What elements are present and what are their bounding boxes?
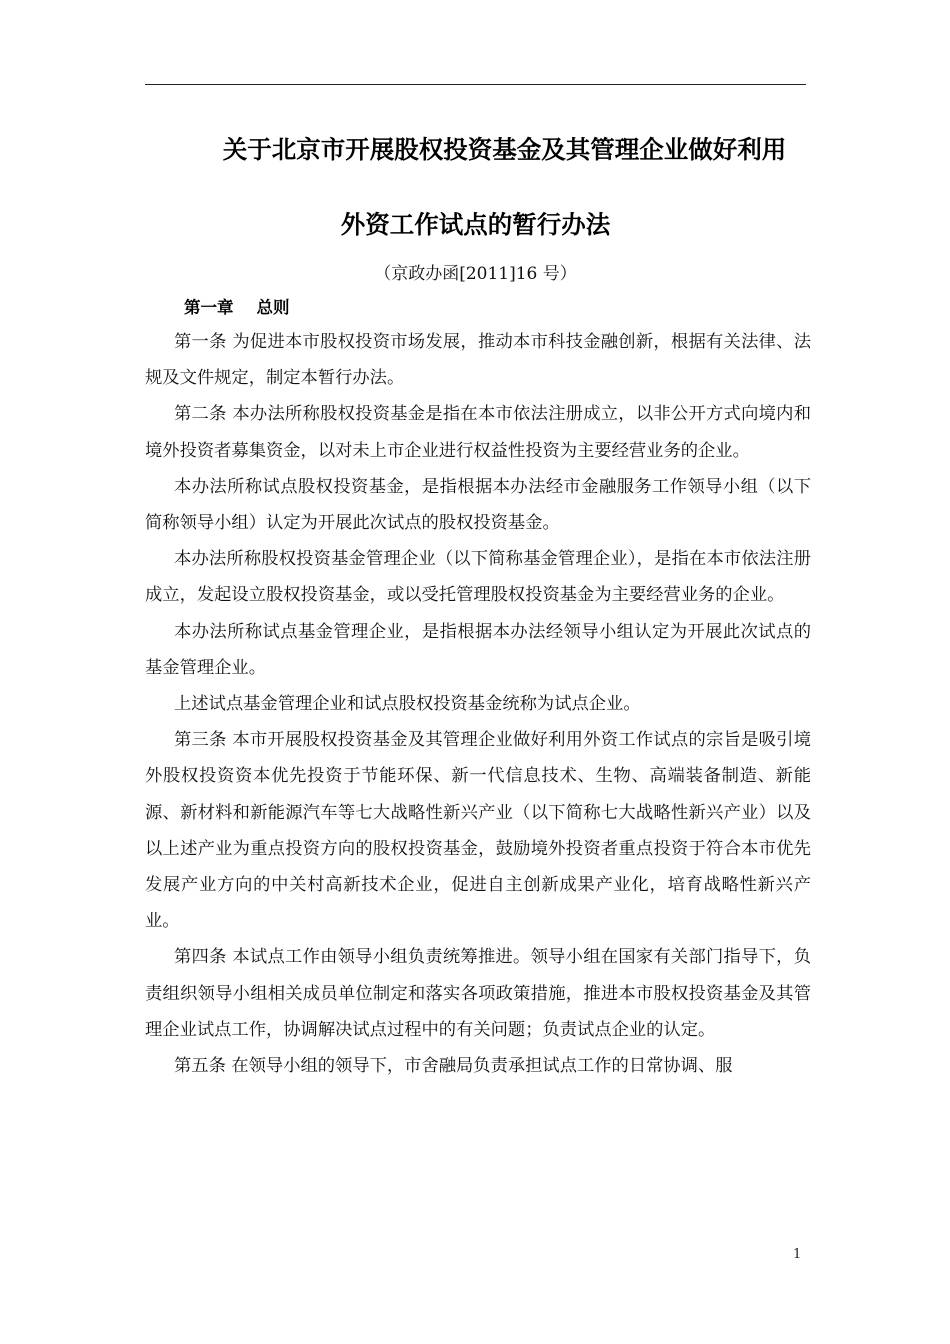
- paragraph: [145, 324, 811, 396]
- paragraph: [145, 614, 811, 686]
- chapter-heading: [184, 296, 289, 320]
- paragraph-text: 本市开展股权投资基金及其管理企业做好利用外资工作试点的宗旨是吸引境外股权投资资本优先投资于节能环保、新一代信息技术、生物、高端装备制造、新能源、新材料和新能源汽车等七大战略性新兴产业（以下简称七大战略性新兴产业）以及以上述产业为重点投资方向的股权投资基金，鼓励境外投资者重点投资于符合本市优先发展产业方向的中关村高新技术企业，促进自主创新成果产业化，培育战略性新兴产业。: [145, 730, 811, 932]
- article-number: 第五条: [174, 1056, 226, 1077]
- paragraph-text: 本办法所称股权投资基金管理企业（以下简称基金管理企业），是指在本市依法注册成立，发起设立股权投资基金，或以受托管理股权投资基金为主要经营业务的企业。: [145, 549, 811, 606]
- paragraph-text: 本办法所称试点基金管理企业，是指根据本办法经领导小组认定为开展此次试点的基金管理企业。: [145, 621, 811, 678]
- paragraph: [145, 686, 811, 722]
- paragraph: [145, 469, 811, 541]
- paragraph-text: 上述试点基金管理企业和试点股权投资基金统称为试点企业。: [174, 694, 641, 715]
- document-number: （京政办函[2011]16 号）: [374, 264, 577, 284]
- page-number: 1: [793, 1247, 802, 1262]
- document-body: [145, 324, 811, 1084]
- paragraph-text: 在领导小组的领导下，市舍融局负责承担试点工作的日常协调、服: [231, 1056, 733, 1077]
- chapter-name: 总则: [256, 298, 290, 317]
- chapter-number: 第一章: [184, 298, 234, 317]
- paragraph-text: 本办法所称试点股权投资基金，是指根据本办法经市金融服务工作领导小组（以下简称领导小组）认定为开展此次试点的股权投资基金。: [145, 476, 811, 534]
- paragraph: [145, 939, 811, 1048]
- paragraph: [145, 1048, 811, 1084]
- article-number: 第二条: [174, 404, 227, 425]
- document-title-line-1: 关于北京市开展股权投资基金及其管理企业做好利用: [222, 135, 787, 164]
- paragraph-text: 本试点工作由领导小组负责统筹推进。领导小组在国家有关部门指导下，负责组织领导小组相关成员单位制定和落实各项政策措施，推进本市股权投资基金及其管理企业试点工作，协调解决试点过程中的有关问题；负责试点企业的认定。: [145, 947, 811, 1040]
- article-number: 第三条: [174, 730, 227, 751]
- paragraph: [145, 541, 811, 613]
- paragraph-text: 为促进本市股权投资市场发展，推动本市科技金融创新，根据有关法律、法规及文件规定，制定本暂行办法。: [145, 332, 811, 389]
- article-number: 第一条: [174, 332, 227, 352]
- article-number: 第四条: [174, 947, 227, 968]
- header-rule: [145, 84, 806, 85]
- document-title-line-2: 外资工作试点的暂行办法: [340, 210, 611, 239]
- paragraph: [145, 722, 811, 939]
- paragraph-text: 本办法所称股权投资基金是指在本市依法注册成立，以非公开方式向境内和境外投资者募集资金，以对未上市企业进行权益性投资为主要经营业务的企业。: [145, 404, 811, 461]
- paragraph: [145, 396, 811, 468]
